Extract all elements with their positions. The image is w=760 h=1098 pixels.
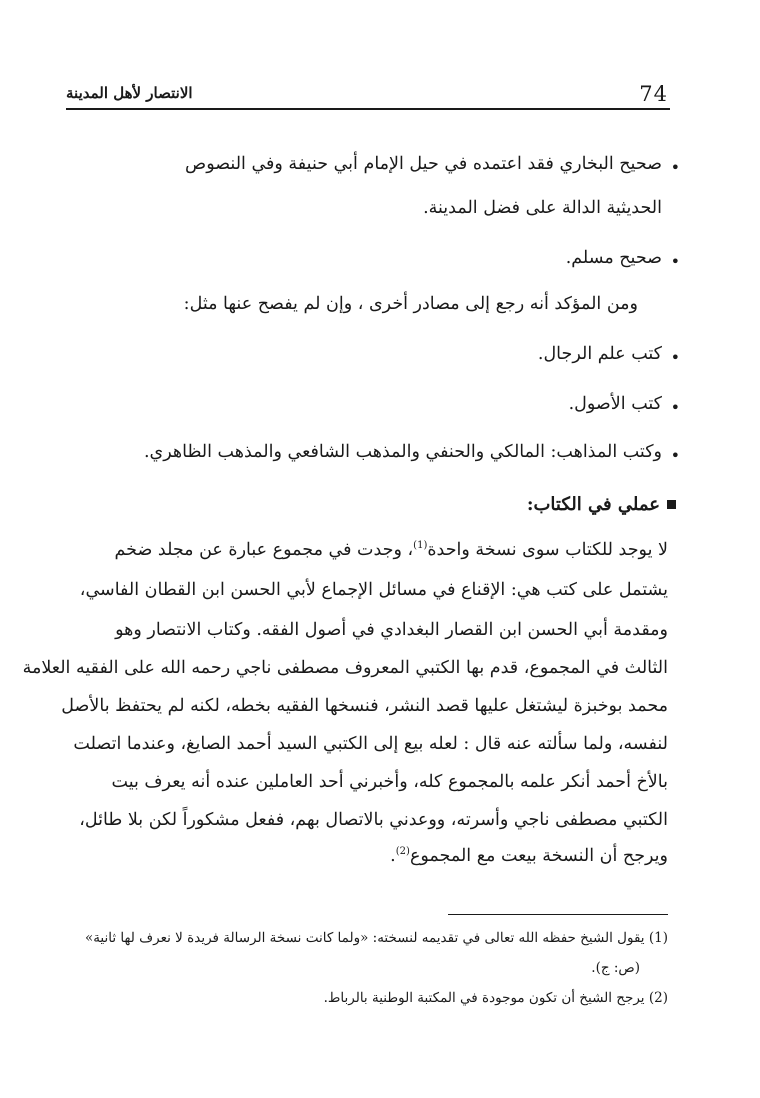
footnote [85, 930, 668, 946]
footnote-continuation: (ص: ج). [591, 960, 640, 976]
running-header [66, 82, 668, 110]
list-item: صحيح البخاري فقد اعتمده في حيل الإمام أبي حنيفة وفي النصوص [185, 154, 662, 174]
paragraph-text: . [390, 846, 396, 866]
paragraph-line: الكتبي مصطفى ناجي وأسرته، ووعدني بالاتصال بهم، ففعل مشكوراً لكن بلا طائل، [79, 810, 668, 830]
bullet-icon: • [670, 348, 680, 367]
running-title: الانتصار لأهل المدينة [66, 84, 193, 102]
paragraph-line: يشتمل على كتب هي: الإقناع في مسائل الإجماع لأبي الحسن ابن القطان الفاسي، [79, 580, 668, 600]
bullet-icon: • [670, 398, 680, 417]
paragraph-line: لنفسه، ولما سألته عنه قال : لعله بيع إلى الكتبي السيد أحمد الصايغ، وعندما اتصلت [73, 734, 668, 754]
bullet-icon: • [670, 252, 680, 271]
paragraph-line [92, 846, 668, 866]
paragraph-line: محمد بوخبزة ليشتغل عليها قصد النشر، فنسخها الفقيه بخطه، لكنه لم يحتفظ بالأصل [61, 696, 668, 716]
list-item-continuation: الحديثية الدالة على فضل المدينة. [423, 198, 662, 218]
footnote [324, 990, 668, 1006]
page-number: 74 [639, 82, 668, 106]
header-rule [66, 108, 670, 110]
section-marker-icon [667, 500, 676, 509]
footnote-rule [448, 914, 668, 915]
paragraph-line [92, 540, 668, 560]
footnote-text: يرجح الشيخ أن تكون موجودة في المكتبة الوطنية بالرباط. [323, 990, 645, 1006]
paragraph-line: الثالث في المجموع، قدم بها الكتبي المعروف مصطفى ناجي رحمه الله على الفقيه العلامة [22, 658, 668, 678]
paragraph-line: ومقدمة أبي الحسن ابن القصار البغدادي في أصول الفقه. وكتاب الانتصار وهو [115, 620, 668, 640]
footnote-ref: (2) [395, 846, 410, 858]
list-item: كتب الأصول. [568, 394, 662, 414]
footnote-ref: (1) [413, 540, 428, 552]
paragraph-line: بالأخ أحمد أنكر علمه بالمجموع كله، وأخبرني أحد العاملين عنده أنه يعرف بيت [111, 772, 668, 792]
footnote-text: يقول الشيخ حفظه الله تعالى في تقديمه لنسخته: «ولما كانت نسخة الرسالة فريدة لا نعرف لها ثانية» [84, 930, 645, 946]
section-heading: عملي في الكتاب: [526, 494, 660, 515]
footnote-number: (1) [648, 930, 668, 946]
paragraph-text: لا يوجد للكتاب سوى نسخة واحدة [427, 540, 668, 560]
bullet-icon: • [670, 158, 680, 177]
paragraph-text: ، وجدت في مجموع عبارة عن مجلد ضخم [114, 540, 414, 560]
paragraph-text: ويرجح أن النسخة بيعت مع المجموع [409, 846, 668, 866]
list-item: صحيح مسلم. [565, 248, 662, 268]
list-item: وكتب المذاهب: المالكي والحنفي والمذهب الشافعي والمذهب الظاهري. [143, 442, 662, 462]
footnote-number: (2) [648, 990, 668, 1006]
bullet-icon: • [670, 446, 680, 465]
list-item: كتب علم الرجال. [537, 344, 662, 364]
other-sources-intro: ومن المؤكد أنه رجع إلى مصادر أخرى ، وإن لم يفصح عنها مثل: [183, 294, 638, 314]
